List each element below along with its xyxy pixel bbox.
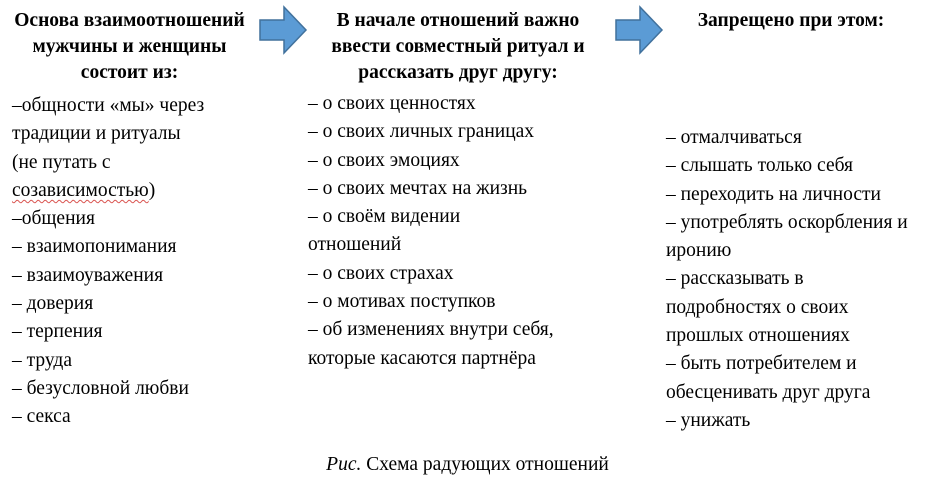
list-item: – безусловной любви [12, 377, 189, 399]
caption-text: Схема радующих отношений [361, 454, 609, 475]
list-item: – об изменениях внутри себя, которые касаются партнёра [308, 319, 554, 369]
list-item: – взаимоуважения [12, 264, 164, 286]
item-list [308, 90, 608, 373]
list-item: – терпения [12, 321, 103, 343]
list-item: – о своих эмоциях [308, 149, 460, 171]
list-item: – о своих страхах [308, 262, 454, 284]
item-list [666, 124, 946, 435]
caption-prefix: Рис. [326, 454, 362, 475]
list-item: – о своём видении отношений [308, 206, 461, 256]
column-heading: Основа взаимоотношений мужчины и женщины состоит из: [14, 10, 245, 83]
list-item: – о своих личных границах [308, 121, 535, 143]
list-item: – слышать только себя [666, 155, 854, 177]
list-item: – о своих ценностях [308, 93, 476, 114]
column-heading: Запрещено при этом: [697, 10, 885, 31]
list-item: – секса [12, 406, 71, 428]
list-item: – о мотивах поступков [308, 291, 496, 313]
list-item: – труда [12, 349, 72, 371]
list-item: –общения [12, 208, 95, 230]
list-item: – переходить на личности [666, 183, 881, 205]
list-item: – доверия [12, 293, 94, 315]
spellcheck-underlined-word: созависимостью [12, 179, 149, 201]
list-item: – употреблять оскорбления и иронию [666, 211, 908, 262]
list-item: – унижать [666, 409, 751, 431]
list-item: – рассказывать в подробностях о своих прошлых отношениях [666, 268, 850, 347]
right-arrow-icon [258, 4, 310, 56]
column-forbidden [666, 8, 946, 435]
list-item: –общности «мы» через традиции и ритуалы (не путать с созависимостью) [12, 95, 205, 201]
list-item: – взаимопонимания [12, 236, 177, 258]
column-ritual [308, 8, 608, 373]
list-item: – о своих мечтах на жизнь [308, 177, 528, 199]
item-list [12, 92, 247, 432]
list-item: – быть потребителем и обесценивать друг друга [666, 353, 871, 403]
list-item: – отмалчиваться [666, 127, 802, 148]
column-basis [12, 8, 247, 432]
right-arrow-icon [614, 4, 666, 56]
column-heading: В начале отношений важно ввести совместный ритуал и рассказать друг другу: [331, 10, 585, 83]
figure-caption [0, 452, 935, 478]
